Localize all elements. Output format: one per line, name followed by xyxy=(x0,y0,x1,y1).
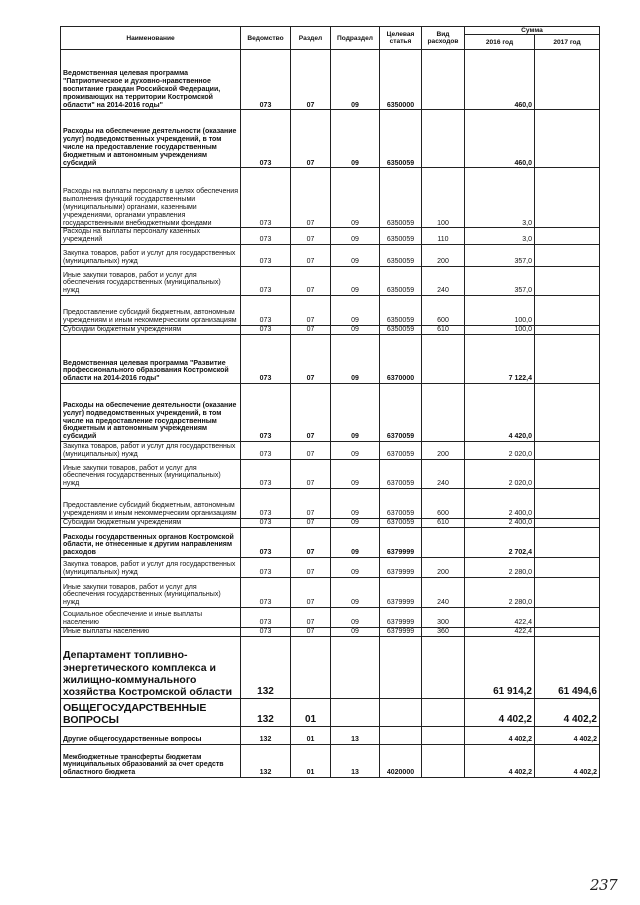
cell-expense-type: 240 xyxy=(422,460,465,489)
cell-subsection xyxy=(331,699,380,727)
cell-subsection: 09 xyxy=(331,384,380,442)
cell-amount-2017 xyxy=(535,578,600,608)
cell-section: 07 xyxy=(291,578,331,608)
cell-amount-2016: 2 020,0 xyxy=(465,442,535,460)
cell-expense-type xyxy=(422,384,465,442)
cell-target-article: 4020000 xyxy=(380,745,422,778)
cell-expense-type: 200 xyxy=(422,442,465,460)
cell-target-article: 6379999 xyxy=(380,628,422,637)
cell-department: 073 xyxy=(241,384,291,442)
cell-department: 073 xyxy=(241,528,291,558)
cell-target-article xyxy=(380,727,422,745)
cell-department: 073 xyxy=(241,558,291,578)
cell-amount-2017 xyxy=(535,460,600,489)
cell-subsection: 09 xyxy=(331,442,380,460)
cell-expense-type: 600 xyxy=(422,296,465,326)
table-row xyxy=(61,50,600,110)
cell-name: Расходы на выплаты персоналу казенных учреждений xyxy=(61,228,241,245)
header-year-2017: 2017 год xyxy=(535,35,600,50)
table-row xyxy=(61,745,600,778)
table-row xyxy=(61,384,600,442)
cell-target-article: 6370059 xyxy=(380,442,422,460)
cell-section: 07 xyxy=(291,335,331,384)
cell-target-article: 6379999 xyxy=(380,558,422,578)
cell-amount-2016: 7 122,4 xyxy=(465,335,535,384)
cell-target-article xyxy=(380,699,422,727)
cell-name: Межбюджетные трансферты бюджетам муниципальных образований за счет средств областного бюджета xyxy=(61,745,241,778)
table-row xyxy=(61,110,600,168)
cell-subsection: 09 xyxy=(331,528,380,558)
cell-name: Расходы государственных органов Костромской области, не отнесенные к другим направлениям расходов xyxy=(61,528,241,558)
cell-department: 073 xyxy=(241,519,291,528)
cell-amount-2016: 2 280,0 xyxy=(465,558,535,578)
cell-section: 07 xyxy=(291,460,331,489)
cell-name: Закупка товаров, работ и услуг для государственных (муниципальных) нужд xyxy=(61,442,241,460)
cell-section xyxy=(291,637,331,699)
cell-department: 073 xyxy=(241,110,291,168)
cell-amount-2017 xyxy=(535,110,600,168)
cell-subsection: 09 xyxy=(331,245,380,267)
cell-subsection: 09 xyxy=(331,335,380,384)
cell-target-article: 6350000 xyxy=(380,50,422,110)
cell-section: 07 xyxy=(291,110,331,168)
cell-section: 07 xyxy=(291,267,331,296)
cell-amount-2016: 2 400,0 xyxy=(465,519,535,528)
cell-section: 07 xyxy=(291,50,331,110)
cell-expense-type: 610 xyxy=(422,326,465,335)
cell-expense-type: 100 xyxy=(422,168,465,228)
cell-expense-type: 610 xyxy=(422,519,465,528)
cell-amount-2017 xyxy=(535,228,600,245)
cell-expense-type: 200 xyxy=(422,558,465,578)
cell-department: 073 xyxy=(241,578,291,608)
cell-department: 073 xyxy=(241,628,291,637)
cell-department: 132 xyxy=(241,699,291,727)
cell-amount-2016: 100,0 xyxy=(465,296,535,326)
cell-target-article xyxy=(380,637,422,699)
cell-department: 132 xyxy=(241,637,291,699)
cell-department: 073 xyxy=(241,460,291,489)
cell-amount-2017 xyxy=(535,519,600,528)
table-row xyxy=(61,727,600,745)
table-body xyxy=(61,50,600,778)
cell-department: 073 xyxy=(241,608,291,628)
cell-section: 01 xyxy=(291,727,331,745)
cell-amount-2017: 4 402,2 xyxy=(535,699,600,727)
cell-amount-2016: 100,0 xyxy=(465,326,535,335)
cell-target-article: 6370059 xyxy=(380,460,422,489)
cell-section: 01 xyxy=(291,745,331,778)
cell-amount-2016: 4 402,2 xyxy=(465,699,535,727)
header-subsection: Подраздел xyxy=(331,27,380,50)
cell-subsection: 09 xyxy=(331,228,380,245)
cell-section: 07 xyxy=(291,245,331,267)
cell-name: Социальное обеспечение и иные выплаты населению xyxy=(61,608,241,628)
cell-name: Расходы на обеспечение деятельности (оказание услуг) подведомственных учреждений, в том числе на предоставление государственным бюджетным и автономным учреждениям субсидий xyxy=(61,384,241,442)
cell-department: 073 xyxy=(241,296,291,326)
cell-name: Иные выплаты населению xyxy=(61,628,241,637)
cell-section: 07 xyxy=(291,326,331,335)
cell-subsection: 09 xyxy=(331,168,380,228)
table-row xyxy=(61,578,600,608)
cell-name: Расходы на обеспечение деятельности (оказание услуг) подведомственных учреждений, в том числе на предоставление государственным бюджетным и автономным учреждениям субсидий xyxy=(61,110,241,168)
cell-department: 073 xyxy=(241,245,291,267)
cell-subsection: 09 xyxy=(331,628,380,637)
cell-subsection: 09 xyxy=(331,578,380,608)
cell-expense-type xyxy=(422,745,465,778)
cell-name: Предоставление субсидий бюджетным, автономным учреждениям и иным некоммерческим организациям xyxy=(61,489,241,519)
cell-amount-2017 xyxy=(535,628,600,637)
cell-amount-2016: 3,0 xyxy=(465,168,535,228)
cell-name: ОБЩЕГОСУДАРСТВЕННЫЕ ВОПРОСЫ xyxy=(61,699,241,727)
cell-name: Иные закупки товаров, работ и услуг для обеспечения государственных (муниципальных) нужд xyxy=(61,460,241,489)
cell-expense-type: 360 xyxy=(422,628,465,637)
table-row xyxy=(61,335,600,384)
cell-department: 073 xyxy=(241,326,291,335)
header-amount: Сумма xyxy=(465,27,600,35)
cell-target-article: 6370059 xyxy=(380,489,422,519)
header-department: Ведомство xyxy=(241,27,291,50)
cell-amount-2017 xyxy=(535,245,600,267)
cell-amount-2017 xyxy=(535,442,600,460)
cell-section: 07 xyxy=(291,296,331,326)
cell-target-article: 6370059 xyxy=(380,519,422,528)
cell-name: Ведомственная целевая программа "Патриотическое и духовно-нравственное воспитание граждан Российской Федерации, проживающих на территории Костромской области" на 2014-2016 годы" xyxy=(61,50,241,110)
cell-expense-type xyxy=(422,727,465,745)
cell-target-article: 6350059 xyxy=(380,110,422,168)
cell-amount-2016: 460,0 xyxy=(465,50,535,110)
cell-subsection: 09 xyxy=(331,460,380,489)
header-section: Раздел xyxy=(291,27,331,50)
table-row xyxy=(61,608,600,628)
cell-amount-2017 xyxy=(535,384,600,442)
cell-amount-2016: 2 280,0 xyxy=(465,578,535,608)
cell-subsection: 09 xyxy=(331,296,380,326)
cell-subsection: 09 xyxy=(331,608,380,628)
cell-name: Предоставление субсидий бюджетным, автономным учреждениям и иным некоммерческим организациям xyxy=(61,296,241,326)
cell-amount-2016: 460,0 xyxy=(465,110,535,168)
cell-target-article: 6350059 xyxy=(380,168,422,228)
cell-target-article: 6350059 xyxy=(380,245,422,267)
cell-amount-2017 xyxy=(535,267,600,296)
cell-target-article: 6379999 xyxy=(380,578,422,608)
cell-name: Ведомственная целевая программа "Развитие профессионального образования Костромской области на 2014-2016 годы" xyxy=(61,335,241,384)
cell-name: Иные закупки товаров, работ и услуг для обеспечения государственных (муниципальных) нужд xyxy=(61,578,241,608)
cell-amount-2016: 4 402,2 xyxy=(465,745,535,778)
cell-amount-2017 xyxy=(535,296,600,326)
header-name: Наименование xyxy=(61,27,241,50)
cell-target-article: 6350059 xyxy=(380,326,422,335)
table-row xyxy=(61,637,600,699)
table-row xyxy=(61,168,600,228)
cell-section: 07 xyxy=(291,384,331,442)
cell-target-article: 6370000 xyxy=(380,335,422,384)
cell-subsection: 09 xyxy=(331,110,380,168)
cell-name: Департамент топливно-энергетического комплекса и жилищно-коммунального хозяйства Костромской области xyxy=(61,637,241,699)
cell-name: Иные закупки товаров, работ и услуг для обеспечения государственных (муниципальных) нужд xyxy=(61,267,241,296)
cell-amount-2017 xyxy=(535,558,600,578)
cell-target-article: 6350059 xyxy=(380,267,422,296)
cell-amount-2016: 357,0 xyxy=(465,267,535,296)
table-row xyxy=(61,296,600,326)
cell-section: 07 xyxy=(291,489,331,519)
cell-amount-2016: 357,0 xyxy=(465,245,535,267)
cell-amount-2016: 3,0 xyxy=(465,228,535,245)
header-target-article: Целевая статья xyxy=(380,27,422,50)
cell-expense-type: 300 xyxy=(422,608,465,628)
cell-expense-type xyxy=(422,528,465,558)
cell-department: 073 xyxy=(241,489,291,519)
cell-expense-type xyxy=(422,335,465,384)
cell-amount-2016: 4 420,0 xyxy=(465,384,535,442)
cell-subsection: 09 xyxy=(331,50,380,110)
cell-department: 073 xyxy=(241,442,291,460)
table-row xyxy=(61,489,600,519)
table-row xyxy=(61,245,600,267)
cell-amount-2017 xyxy=(535,489,600,519)
cell-subsection: 13 xyxy=(331,745,380,778)
cell-expense-type xyxy=(422,699,465,727)
cell-amount-2016: 4 402,2 xyxy=(465,727,535,745)
cell-department: 073 xyxy=(241,335,291,384)
cell-section: 07 xyxy=(291,442,331,460)
cell-section: 07 xyxy=(291,628,331,637)
cell-expense-type: 110 xyxy=(422,228,465,245)
cell-amount-2017 xyxy=(535,335,600,384)
cell-amount-2016: 2 400,0 xyxy=(465,489,535,519)
cell-expense-type: 240 xyxy=(422,267,465,296)
cell-subsection: 09 xyxy=(331,489,380,519)
cell-amount-2016: 2 020,0 xyxy=(465,460,535,489)
cell-expense-type: 240 xyxy=(422,578,465,608)
cell-target-article: 6379999 xyxy=(380,528,422,558)
cell-name: Расходы на выплаты персоналу в целях обеспечения выполнения функций государственными (муниципальными) органами, казенными учреждениями, органами управления государственными внебюджетными фондами xyxy=(61,168,241,228)
table-row xyxy=(61,442,600,460)
cell-subsection xyxy=(331,637,380,699)
cell-subsection: 13 xyxy=(331,727,380,745)
cell-amount-2017 xyxy=(535,168,600,228)
cell-section: 07 xyxy=(291,528,331,558)
cell-expense-type xyxy=(422,637,465,699)
cell-expense-type xyxy=(422,50,465,110)
table-row xyxy=(61,699,600,727)
table-row xyxy=(61,519,600,528)
cell-amount-2016: 2 702,4 xyxy=(465,528,535,558)
table-row xyxy=(61,460,600,489)
cell-section: 07 xyxy=(291,558,331,578)
table-row xyxy=(61,628,600,637)
table-row xyxy=(61,267,600,296)
cell-department: 073 xyxy=(241,228,291,245)
cell-department: 073 xyxy=(241,168,291,228)
header-year-2016: 2016 год xyxy=(465,35,535,50)
cell-section: 07 xyxy=(291,168,331,228)
table-row xyxy=(61,528,600,558)
cell-amount-2017: 4 402,2 xyxy=(535,745,600,778)
cell-section: 07 xyxy=(291,519,331,528)
cell-expense-type: 200 xyxy=(422,245,465,267)
cell-name: Закупка товаров, работ и услуг для государственных (муниципальных) нужд xyxy=(61,558,241,578)
table-row xyxy=(61,228,600,245)
table-row xyxy=(61,326,600,335)
cell-section: 07 xyxy=(291,608,331,628)
cell-department: 132 xyxy=(241,727,291,745)
cell-department: 073 xyxy=(241,50,291,110)
cell-amount-2017 xyxy=(535,50,600,110)
cell-amount-2016: 422,4 xyxy=(465,608,535,628)
cell-target-article: 6350059 xyxy=(380,296,422,326)
cell-department: 132 xyxy=(241,745,291,778)
cell-amount-2017 xyxy=(535,528,600,558)
cell-target-article: 6350059 xyxy=(380,228,422,245)
cell-subsection: 09 xyxy=(331,267,380,296)
cell-target-article: 6370059 xyxy=(380,384,422,442)
cell-amount-2017: 61 494,6 xyxy=(535,637,600,699)
cell-amount-2016: 61 914,2 xyxy=(465,637,535,699)
cell-name: Субсидии бюджетным учреждениям xyxy=(61,519,241,528)
cell-section: 01 xyxy=(291,699,331,727)
cell-amount-2017: 4 402,2 xyxy=(535,727,600,745)
cell-subsection: 09 xyxy=(331,326,380,335)
cell-amount-2017 xyxy=(535,326,600,335)
cell-subsection: 09 xyxy=(331,519,380,528)
header-expense-type: Вид расходов xyxy=(422,27,465,50)
page-number: 237 xyxy=(590,876,618,894)
cell-department: 073 xyxy=(241,267,291,296)
cell-name: Закупка товаров, работ и услуг для государственных (муниципальных) нужд xyxy=(61,245,241,267)
cell-name: Другие общегосударственные вопросы xyxy=(61,727,241,745)
cell-section: 07 xyxy=(291,228,331,245)
cell-target-article: 6379999 xyxy=(380,608,422,628)
table-row xyxy=(61,558,600,578)
cell-amount-2017 xyxy=(535,608,600,628)
cell-amount-2016: 422,4 xyxy=(465,628,535,637)
cell-expense-type: 600 xyxy=(422,489,465,519)
budget-table xyxy=(60,26,600,778)
cell-subsection: 09 xyxy=(331,558,380,578)
cell-expense-type xyxy=(422,110,465,168)
cell-name: Субсидии бюджетным учреждениям xyxy=(61,326,241,335)
